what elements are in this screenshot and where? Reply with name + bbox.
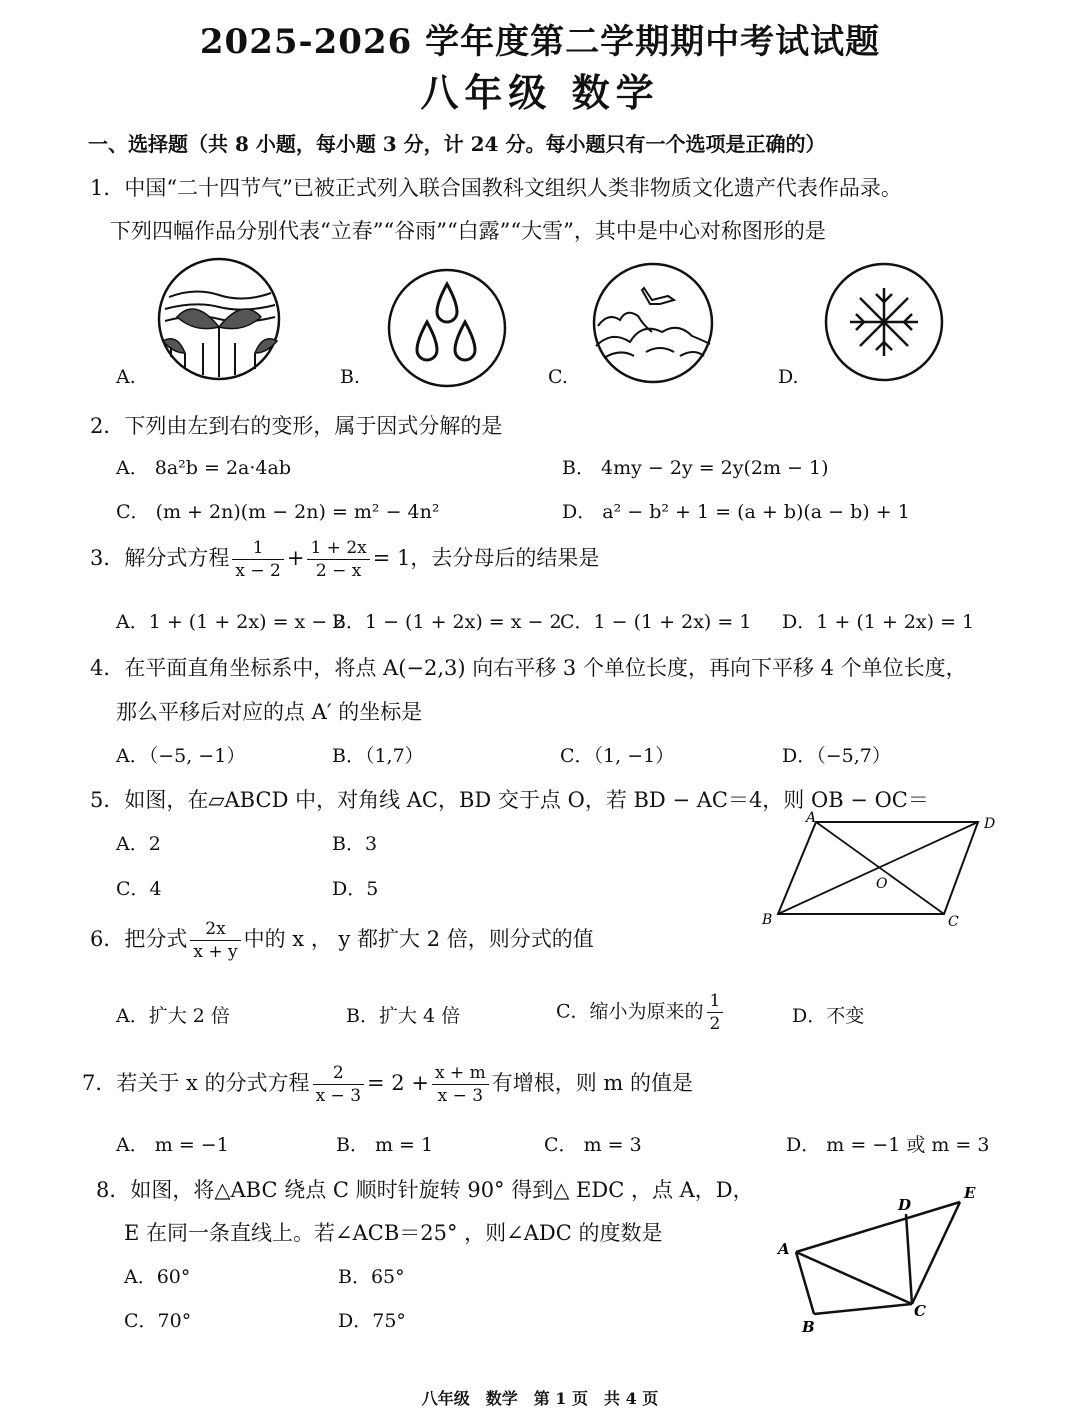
q6-option-c-fraction	[707, 990, 724, 1035]
q2-option-c: C． (m + 2n)(m − 2n) = m² − 4n²	[116, 501, 440, 523]
q8-label-a: A	[778, 1240, 790, 1258]
q4-option-c: C．（1, −1）	[560, 745, 675, 767]
q5-parallelogram-figure	[756, 808, 1006, 934]
q6-stem	[90, 918, 594, 963]
q6-option-d: D．不变	[792, 1005, 865, 1027]
q1-figure-c-icon	[590, 260, 716, 386]
q6-fraction-den: x + y	[193, 942, 238, 962]
q2-option-a: A． 8a²b = 2a·4ab	[116, 457, 291, 479]
page-footer: 八年级 数学 第 1 页 共 4 页	[421, 1389, 659, 1408]
q7-fraction-2-num: x + m	[432, 1062, 489, 1085]
q3-fraction-1	[232, 537, 283, 582]
q3-option-d: D．1 + (1 + 2x) = 1	[782, 611, 975, 633]
q4-option-a: A．（−5, −1）	[116, 745, 246, 767]
q8-line1: 8．如图，将△ABC 绕点 C 顺时针旋转 90° 得到△ EDC ，点 A，D，	[96, 1178, 754, 1202]
q7-option-a: A． m = −1	[116, 1134, 229, 1156]
q8-option-a: A．60°	[124, 1266, 191, 1288]
q5-stem: 5．如图，在▱ABCD 中，对角线 AC，BD 交于点 O，若 BD − AC＝4，则 OB − OC＝	[90, 788, 929, 812]
q6-fraction	[190, 918, 240, 963]
q8-label-e: E	[964, 1184, 976, 1202]
q5-option-c: C．4	[116, 878, 162, 900]
q4-option-d: D．（−5,7）	[782, 745, 891, 767]
q6-option-c-text: C．缩小为原来的	[556, 1000, 704, 1023]
q8-rotation-figure	[770, 1178, 990, 1338]
q3-fraction-1-den: x − 2	[235, 561, 281, 581]
q7-fraction-1-num: 2	[313, 1062, 364, 1085]
q1-option-d: D.	[778, 366, 799, 388]
q4-option-b: B．（1,7）	[332, 745, 424, 767]
q5-label-d: D	[984, 816, 996, 832]
q6-option-c	[556, 990, 726, 1035]
q6-option-b: B．扩大 4 倍	[346, 1005, 461, 1027]
exam-title: 2025-2026 学年度第二学期期中考试试题	[199, 22, 881, 62]
q4-line2: 那么平移后对应的点 A′ 的坐标是	[116, 700, 423, 724]
q3-option-c: C．1 − (1 + 2x) = 1	[560, 611, 752, 633]
q3-option-a: A．1 + (1 + 2x) = x − 2	[116, 611, 346, 633]
q1-option-a: A.	[116, 366, 136, 388]
q5-option-a: A．2	[116, 833, 161, 855]
exam-subtitle: 八年级 数学	[420, 70, 660, 115]
q6-option-a: A．扩大 2 倍	[116, 1005, 230, 1027]
q7-prefix: 7．若关于 x 的分式方程	[82, 1071, 310, 1095]
q5-label-a: A	[806, 810, 817, 826]
q5-label-b: B	[762, 912, 773, 928]
q1-line1: 1．中国“二十四节气”已被正式列入联合国教科文组织人类非物质文化遗产代表作品录。	[90, 176, 902, 200]
q8-label-d: D	[898, 1196, 912, 1214]
q2-option-b: B． 4my − 2y = 2y(2m − 1)	[562, 457, 829, 479]
q8-option-c: C．70°	[124, 1310, 192, 1332]
q8-line2: E 在同一条直线上。若∠ACB＝25° ，则∠ADC 的度数是	[124, 1221, 663, 1245]
q1-figure-a-icon	[155, 257, 285, 383]
q1-figure-d-icon	[822, 260, 946, 384]
q6-option-c-den: 2	[709, 1014, 721, 1034]
q7-option-b: B． m = 1	[336, 1134, 434, 1156]
q3-fraction-2	[307, 537, 369, 582]
q6-fraction-num: 2x	[190, 918, 240, 941]
q1-line2: 下列四幅作品分别代表“立春”“谷雨”“白露”“大雪”，其中是中心对称图形的是	[110, 219, 826, 243]
q3-fraction-2-num: 1 + 2x	[307, 537, 369, 560]
q5-option-d: D．5	[332, 878, 379, 900]
q5-label-c: C	[948, 914, 959, 930]
q3-plus: +	[286, 546, 305, 570]
q3-fraction-1-num: 1	[232, 537, 283, 560]
q4-line1: 4．在平面直角坐标系中，将点 A(−2,3) 向右平移 3 个单位长度，再向下平移 4 个单位长度，	[90, 656, 967, 680]
q3-stem	[90, 537, 599, 582]
q5-option-b: B．3	[332, 833, 378, 855]
q5-label-o: O	[876, 876, 888, 892]
q7-option-d: D． m = −1 或 m = 3	[786, 1134, 990, 1156]
q2-stem: 2．下列由左到右的变形，属于因式分解的是	[90, 414, 503, 438]
q7-fraction-1-den: x − 3	[315, 1086, 362, 1106]
q6-prefix: 6．把分式	[90, 927, 188, 951]
q7-fraction-2-den: x − 3	[437, 1086, 484, 1106]
q7-option-c: C． m = 3	[544, 1134, 642, 1156]
q1-option-c: C.	[548, 366, 568, 388]
q1-figure-b-icon	[385, 266, 509, 390]
q3-prefix: 3．解分式方程	[90, 546, 230, 570]
q7-fraction-1	[313, 1062, 364, 1107]
q8-label-c: C	[914, 1302, 926, 1320]
q3-suffix: = 1，去分母后的结果是	[372, 546, 600, 570]
q7-stem	[82, 1062, 693, 1107]
section-heading: 一、选择题（共 8 小题，每小题 3 分，计 24 分。每小题只有一个选项是正确的）	[88, 132, 826, 156]
q3-option-b: B．1 − (1 + 2x) = x − 2	[332, 611, 562, 633]
q8-option-d: D．75°	[338, 1310, 406, 1332]
q2-option-d: D． a² − b² + 1 = (a + b)(a − b) + 1	[562, 501, 910, 523]
q8-option-b: B．65°	[338, 1266, 405, 1288]
q7-suffix: 有增根，则 m 的值是	[491, 1071, 693, 1095]
q3-fraction-2-den: 2 − x	[315, 561, 362, 581]
q1-option-b: B.	[340, 366, 361, 388]
q6-option-c-num: 1	[707, 990, 724, 1013]
q7-mid: = 2 +	[367, 1071, 429, 1095]
q6-suffix: 中的 x ， y 都扩大 2 倍，则分式的值	[243, 927, 594, 951]
q7-fraction-2	[432, 1062, 489, 1107]
q8-label-b: B	[802, 1318, 815, 1336]
